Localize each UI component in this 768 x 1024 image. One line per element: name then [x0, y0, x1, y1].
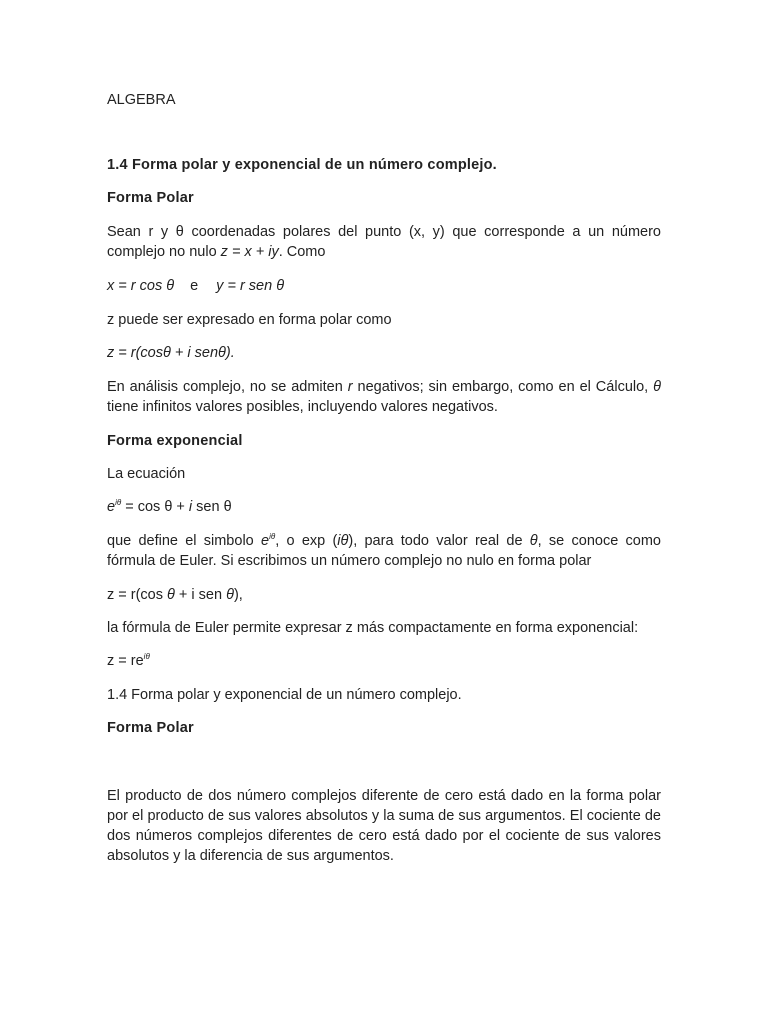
product-paragraph: El producto de dos número complejos diferente de cero está dado en la forma polar por el producto de sus valores absolutos y la suma de sus argumentos. El cociente de dos números complejos diferentes de cero está dado por el cociente de sus valores absolutos y la diferencia de sus argumentos.: [107, 788, 661, 864]
document-header: ALGEBRA: [107, 92, 176, 108]
exponential-heading: Forma exponencial: [107, 433, 243, 449]
euler-cos: = cos θ +: [121, 499, 189, 515]
def-text-c: ), para todo valor real de: [348, 533, 530, 549]
euler-superscript: iθ: [115, 498, 122, 507]
polar-coordinates-equation: [107, 276, 661, 296]
polar-intro-text: Sean r y θ coordenadas polares del punto (x, y) que corresponde a un número complejo no nulo: [107, 224, 661, 260]
euler-i: i: [188, 499, 193, 515]
z-polar-b: + i sen: [174, 587, 227, 603]
euler-equation: [107, 497, 661, 517]
x-equation: x = r cos θ: [107, 278, 175, 294]
z-exp-superscript: iθ: [143, 652, 150, 661]
euler-definition-paragraph: [107, 531, 661, 571]
z-polar-c: ),: [233, 587, 243, 603]
z-exp-a: z = re: [107, 653, 144, 669]
polar-expression-text: z puede ser expresado en forma polar como: [107, 312, 392, 328]
repeat-section-title: 1.4 Forma polar y exponencial de un número complejo.: [107, 687, 462, 703]
repeat-polar-heading: Forma Polar: [107, 720, 194, 736]
z-exponential-equation: [107, 651, 661, 671]
section-title: 1.4 Forma polar y exponencial de un número complejo.: [107, 157, 497, 173]
def-text-d: , se conoce como fórmula de Euler. Si escribimos un número complejo no nulo en forma polar: [107, 533, 661, 569]
note-r: r: [347, 379, 353, 395]
def-theta: θ: [529, 533, 538, 549]
z-polar-theta-1: θ: [167, 587, 175, 603]
polar-heading: Forma Polar: [107, 190, 194, 206]
y-equation: y = r sen θ: [216, 278, 285, 294]
def-text-a: que define el simbolo: [107, 533, 261, 549]
note-text-a: En análisis complejo, no se admiten: [107, 379, 348, 395]
note-theta: θ: [653, 379, 661, 395]
conjunction-e: e: [190, 278, 199, 294]
polar-intro-end: . Como: [278, 244, 326, 260]
def-superscript: iθ: [269, 532, 276, 541]
note-text-b: negativos; sin embargo, como en el Cálculo,: [352, 379, 654, 395]
polar-note-paragraph: [107, 377, 661, 417]
la-ecuacion-text: La ecuación: [107, 466, 186, 482]
euler-permite-text: la fórmula de Euler permite expresar z más compactamente en forma exponencial:: [107, 620, 639, 636]
polar-form-equation: z = r(cosθ + i senθ).: [107, 345, 235, 361]
z-polar-equation: [107, 585, 661, 605]
z-polar-theta-2: θ: [226, 587, 234, 603]
def-itheta: iθ: [337, 533, 349, 549]
z-polar-a: z = r(cos: [107, 587, 168, 603]
polar-intro-paragraph: [107, 222, 661, 262]
euler-sen: sen θ: [192, 499, 232, 515]
def-text-b: , o exp (: [275, 533, 338, 549]
def-e: e: [261, 533, 270, 549]
note-text-c: tiene infinitos valores posibles, incluyendo valores negativos.: [107, 399, 498, 415]
euler-e: e: [107, 499, 116, 515]
z-definition: z = x + iy: [220, 244, 279, 260]
